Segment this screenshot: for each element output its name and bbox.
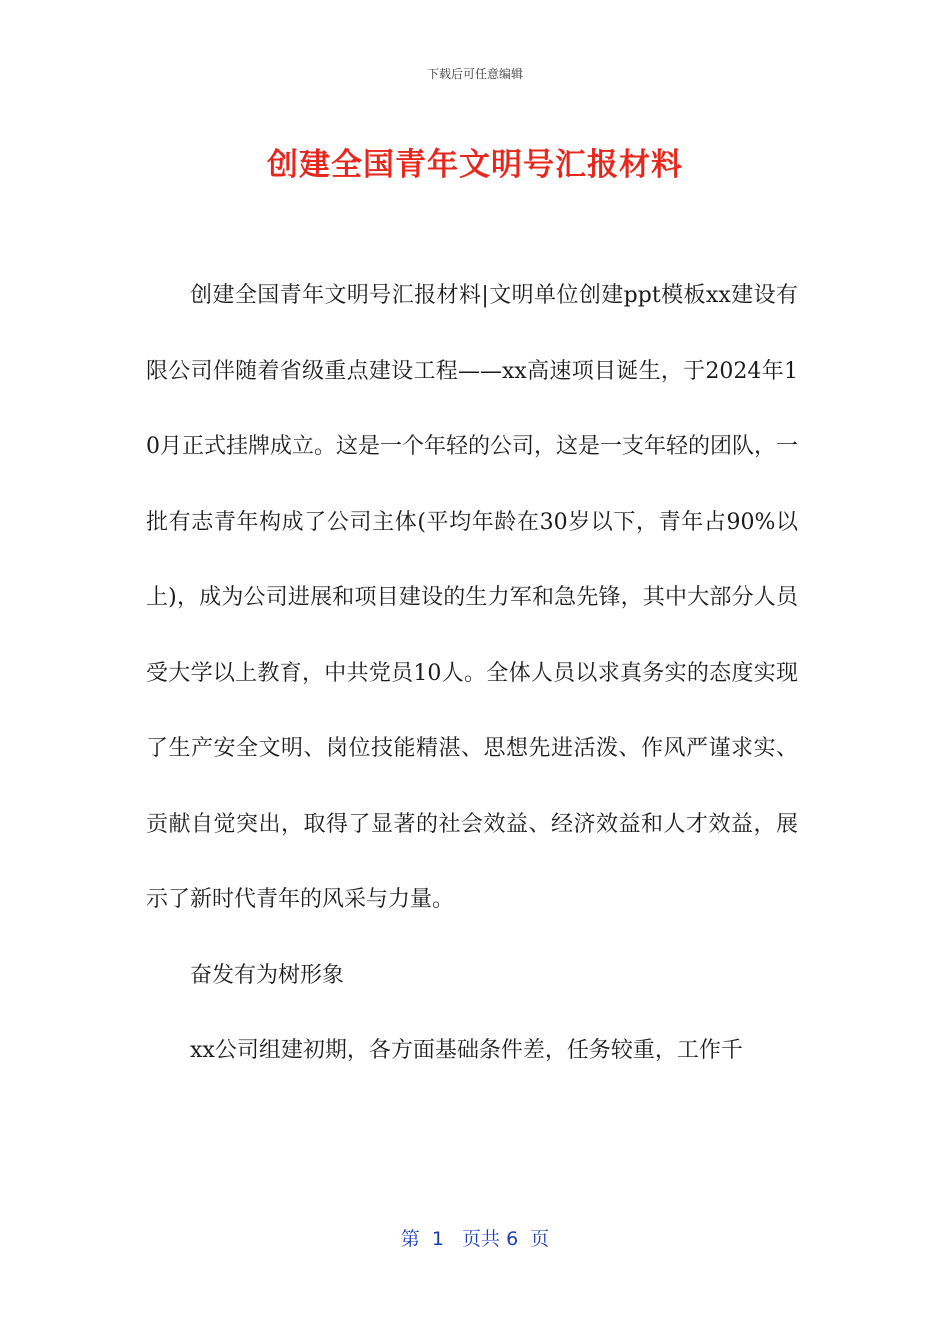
paragraph-intro: 创建全国青年文明号汇报材料|文明单位创建ppt模板xx建设有限公司伴随着省级重点建设工程——xx高速项目诞生，于2024年10月正式挂牌成立。这是一个年轻的公司，这是一支年轻的团队，一批有志青年构成了公司主体(平均年龄在30岁以下，青年占90%以上)，成为公司进展和项目建设的生力军和急先锋，其中大部分人员受大学以上教育，中共党员10人。全体人员以求真务实的态度实现了生产安全文明、岗位技能精湛、思想先进活泼、作风严谨求实、贡献自觉突出，取得了显著的社会效益、经济效益和人才效益，展示了新时代青年的风采与力量。 xyxy=(146,283,798,912)
paragraph-section-body: xx公司组建初期，各方面基础条件差，任务较重，工作千 xyxy=(190,1038,743,1063)
document-title: 创建全国青年文明号汇报材料 xyxy=(267,147,683,183)
document-body xyxy=(146,258,798,1089)
page-number-footer: 第 1 页共 6 页 xyxy=(400,1228,550,1250)
header-note: 下载后可任意编辑 xyxy=(426,67,523,81)
paragraph-section-heading: 奋发有为树形象 xyxy=(190,962,345,988)
